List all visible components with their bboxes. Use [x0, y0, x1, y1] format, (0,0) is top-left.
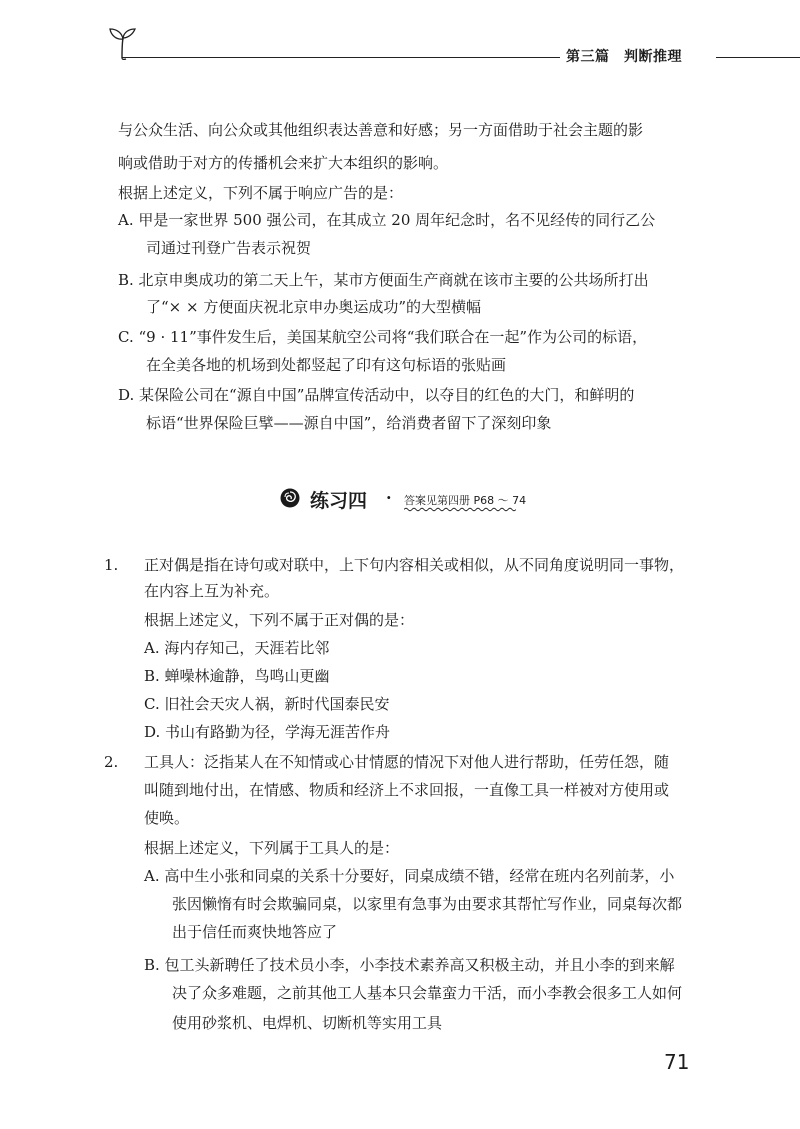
question-number: 1.: [104, 556, 119, 574]
exercise-separator: ·: [386, 488, 392, 507]
question-stem-line: 在内容上互为补充。: [144, 582, 280, 600]
header-rule-right: [716, 57, 800, 58]
option-line: B. 蝉噪林逾静，鸟鸣山更幽: [144, 667, 330, 685]
option-line: 在全美各地的机场到处都竖起了印有这句标语的张贴画: [146, 356, 507, 374]
section-title: 第三篇 判断推理: [566, 49, 682, 65]
paragraph-line: 与公众生活、向公众或其他组织表达善意和好感；另一方面借助于社会主题的影: [118, 121, 644, 139]
question-stem-line: 叫随到地付出，在情感、物质和经济上不求回报，一直像工具一样被对方使用或: [144, 781, 670, 799]
question-prompt: 根据上述定义，下列不属于正对偶的是：: [144, 611, 415, 629]
exercise-title: 练习四: [310, 490, 368, 512]
option-line: C. 旧社会天灾人祸，新时代国泰民安: [144, 695, 390, 713]
answer-reference: 答案见第四册 P68 ～ 74: [404, 494, 527, 507]
option-line: 了“× × 方便面庆祝北京申办奥运成功”的大型横幅: [146, 298, 482, 316]
rose-icon: [280, 488, 300, 508]
option-line: B. 北京申奥成功的第二天上午，某市方便面生产商就在该市主要的公共场所打出: [118, 271, 649, 289]
option-line: D. 某保险公司在“源自中国”品牌宣传活动中，以夺目的红色的大门，和鲜明的: [118, 386, 635, 404]
option-line: A. 甲是一家世界 500 强公司，在其成立 20 周年纪念时，名不见经传的同行乙公: [118, 211, 656, 229]
question-stem-line: 正对偶是指在诗句或对联中，上下句内容相关或相似，从不同角度说明同一事物，: [144, 556, 685, 574]
option-line: A. 高中生小张和同桌的关系十分要好，同桌成绩不错，经常在班内名列前茅，小: [144, 867, 675, 885]
page-header: [0, 0, 800, 70]
option-line: 司通过刊登广告表示祝贺: [146, 239, 312, 257]
option-line: C. “9 · 11”事件发生后，美国某航空公司将“我们联合在一起”作为公司的标语，: [118, 328, 648, 346]
option-line: 使用砂浆机、电焊机、切断机等实用工具: [172, 1014, 443, 1032]
question-number: 2.: [104, 753, 119, 771]
option-line: 标语“世界保险巨擘——源自中国”，给消费者留下了深刻印象: [146, 414, 552, 432]
question-stem-line: 工具人：泛指某人在不知情或心甘情愿的情况下对他人进行帮助，任劳任怨，随: [144, 753, 670, 771]
option-line: 张因懒惰有时会欺骗同桌，以家里有急事为由要求其帮忙写作业，同桌每次都: [172, 895, 683, 913]
option-line: D. 书山有路勤为径，学海无涯苦作舟: [144, 723, 391, 741]
option-line: 出于信任而爽快地答应了: [172, 923, 338, 941]
option-line: 决了众多难题，之前其他工人基本只会靠蛮力干活，而小李教会很多工人如何: [172, 984, 683, 1002]
option-line: A. 海内存知己，天涯若比邻: [144, 639, 330, 657]
paragraph-line: 响或借助于对方的传播机会来扩大本组织的影响。: [118, 154, 449, 172]
option-line: B. 包工头新聘任了技术员小李，小李技术素养高又积极主动，并且小李的到来解: [144, 956, 675, 974]
header-rule-left: [122, 57, 560, 58]
sprout-icon: [108, 26, 138, 60]
question-stem-line: 使唤。: [144, 809, 190, 827]
page-number: 71: [664, 1050, 690, 1074]
question-prompt: 根据上述定义，下列不属于响应广告的是：: [118, 184, 404, 202]
question-prompt: 根据上述定义，下列属于工具人的是：: [144, 839, 400, 857]
wavy-underline: [404, 507, 516, 512]
